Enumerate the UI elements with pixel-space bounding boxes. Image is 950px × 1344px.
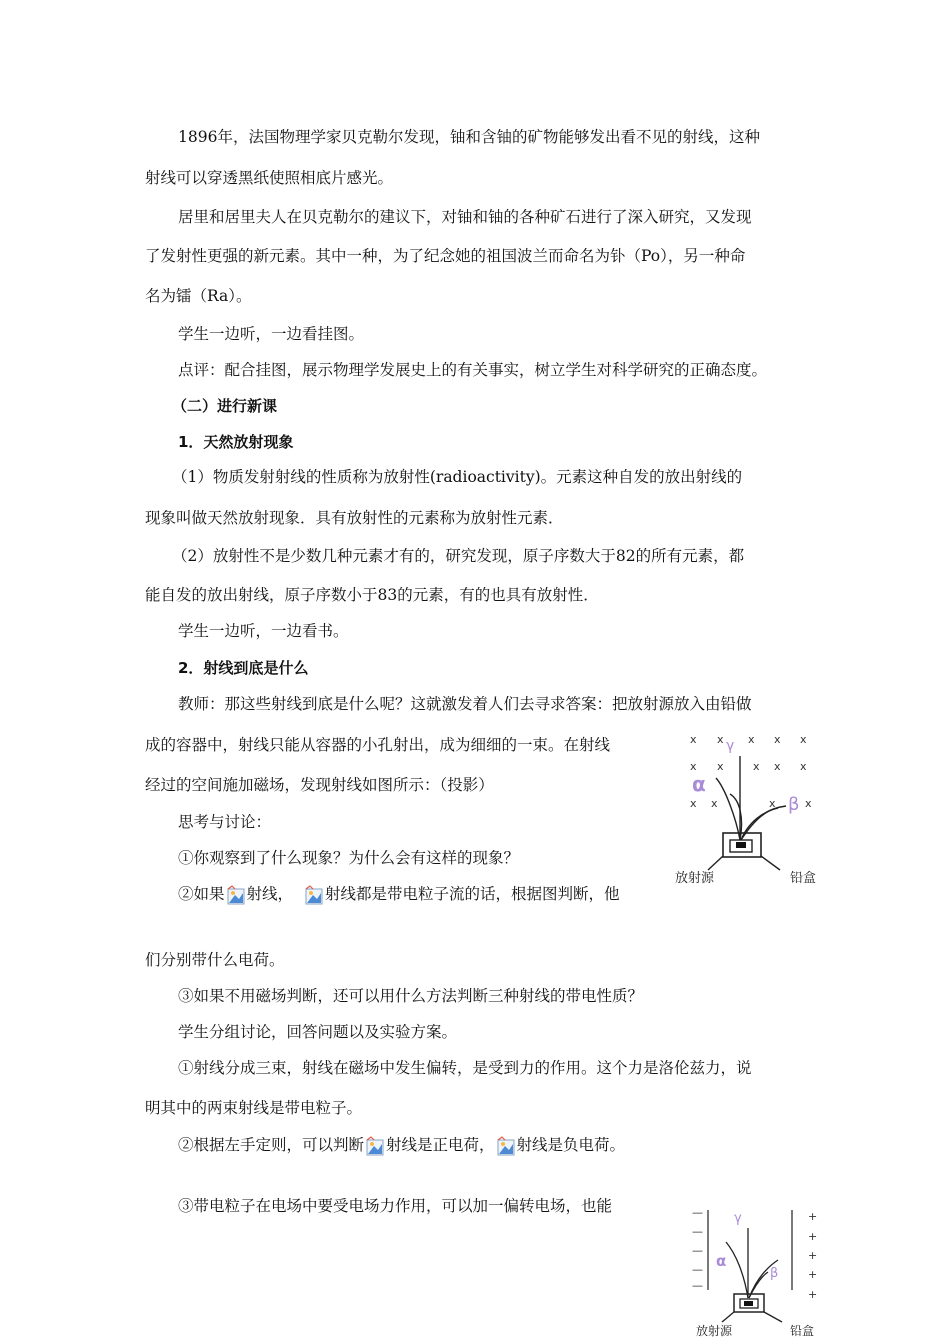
alpha-ray-path <box>726 1242 748 1298</box>
question-3: ③如果不用磁场判断，还可以用什么方法判断三种射线的带电性质？ <box>178 987 644 1005</box>
field-cross: x <box>800 733 807 746</box>
gamma-label: γ <box>734 1211 742 1226</box>
minus-sign: — <box>692 1225 703 1238</box>
para-5-line-1: （1）物质发射射线的性质称为放射性(radioactivity)。元素这种自发的放出射线的 <box>172 468 743 486</box>
plus-sign: + <box>808 1268 818 1281</box>
para-6-line-1: （2）放射性不是少数几种元素才有的，研究发现，原子序数大于82的所有元素，都 <box>172 547 745 565</box>
alpha-label: α <box>692 772 706 796</box>
heading-natural-radioactivity: 1．天然放射现象 <box>178 433 294 451</box>
para-1-line-1: 1896年，法国物理学家贝克勒尔发现，铀和含铀的矿物能够发出看不见的射线，这种 <box>178 128 760 146</box>
plus-sign: + <box>808 1288 818 1301</box>
para-7: 学生一边听，一边看书。 <box>178 622 349 640</box>
answer-2-tail: 射线是负电荷。 <box>516 1136 626 1154</box>
plus-sign: + <box>808 1210 818 1223</box>
box-pointer-line <box>761 856 780 870</box>
lead-box-label: 铅盒 <box>790 1324 815 1338</box>
para-9-discussion: 思考与讨论： <box>178 813 272 831</box>
gamma-label: γ <box>726 738 735 754</box>
field-cross: x <box>769 797 776 810</box>
para-3: 学生一边听，一边看挂图。 <box>178 325 365 343</box>
answer-2 <box>178 1135 625 1156</box>
para-8-line-1: 教师：那这些射线到底是什么呢？这就激发着人们去寻求答案：把放射源放入由铅做 <box>178 695 752 713</box>
source-label: 放射源 <box>675 871 715 886</box>
source-pointer-line <box>722 1312 734 1322</box>
question-2-mid-2: 射线都是带电粒子流的话，根据图判断，他 <box>325 885 620 903</box>
para-8-line-2: 成的容器中，射线只能从容器的小孔射出，成为细细的一束。在射线 <box>145 736 611 754</box>
question-1: ①你观察到了什么现象？为什么会有这样的现象？ <box>178 849 520 867</box>
heading-what-are-rays: 2．射线到底是什么 <box>178 659 309 677</box>
answer-3: ③带电粒子在电场中要受电场力作用，可以加一偏转电场，也能 <box>178 1197 613 1215</box>
minus-sign: — <box>692 1263 703 1276</box>
field-cross: x <box>774 760 781 773</box>
minus-sign: — <box>692 1206 703 1219</box>
field-cross: x <box>717 733 724 746</box>
field-cross: x <box>800 760 807 773</box>
answer-2-pre: ②根据左手定则，可以判断 <box>178 1136 365 1154</box>
broken-image-icon <box>497 1136 515 1156</box>
field-cross: x <box>805 797 812 810</box>
para-2-line-2: 了发射性更强的新元素。其中一种，为了纪念她的祖国波兰而命名为钋（Po），另一种命 <box>145 247 746 265</box>
answer-1-line-1: ①射线分成三束，射线在磁场中发生偏转，是受到力的作用。这个力是洛伦兹力，说 <box>178 1059 752 1077</box>
para-10: 学生分组讨论，回答问题以及实验方案。 <box>178 1023 458 1041</box>
source-label: 放射源 <box>696 1324 733 1338</box>
beta-label: β <box>770 1266 779 1281</box>
minus-sign: — <box>692 1244 703 1257</box>
para-5-line-2: 现象叫做天然放射现象．具有放射性的元素称为放射性元素． <box>145 509 564 527</box>
beta-ray-path <box>741 806 786 840</box>
question-2-tail: 们分别带什么电荷。 <box>145 951 285 969</box>
beta-label: β <box>788 794 800 815</box>
magnetic-field-figure <box>670 728 830 893</box>
para-2-line-3: 名为镭（Ra）。 <box>145 287 252 305</box>
para-6-line-2: 能自发的放出射线，原子序数小于83的元素，有的也具有放射性． <box>145 586 599 604</box>
alpha-ray-path <box>716 778 740 840</box>
lead-box-label: 铅盒 <box>790 871 817 886</box>
question-2-mid-1: 射线， <box>246 885 294 903</box>
para-8-line-3: 经过的空间施加磁场，发现射线如图所示：（投影） <box>145 776 494 794</box>
field-cross: x <box>717 760 724 773</box>
para-2-line-1: 居里和居里夫人在贝克勒尔的建议下，对铀和铀的各种矿石进行了深入研究，又发现 <box>178 208 752 226</box>
field-cross: x <box>690 733 697 746</box>
heading-new-lesson: （二）进行新课 <box>172 397 278 415</box>
ray-path <box>741 808 778 840</box>
field-cross: x <box>711 797 718 810</box>
alpha-label: α <box>716 1252 727 1270</box>
broken-image-icon <box>366 1136 384 1156</box>
question-2 <box>178 884 620 905</box>
field-cross: x <box>690 760 697 773</box>
minus-sign: — <box>692 1279 703 1292</box>
plus-sign: + <box>808 1230 818 1243</box>
answer-1-line-2: 明其中的两束射线是带电粒子。 <box>145 1099 363 1117</box>
answer-2-mid: 射线是正电荷， <box>386 1136 495 1154</box>
field-cross: x <box>690 797 697 810</box>
broken-image-icon <box>227 885 245 905</box>
para-4-comment: 点评：配合挂图，展示物理学发展史上的有关事实，树立学生对科学研究的正确态度。 <box>178 361 768 379</box>
question-2-pre: ②如果 <box>178 885 225 903</box>
broken-image-icon <box>305 885 323 905</box>
field-cross: x <box>753 760 760 773</box>
plus-sign: + <box>808 1249 818 1262</box>
electric-field-figure <box>690 1204 825 1342</box>
field-cross: x <box>748 733 755 746</box>
para-1-line-2: 射线可以穿透黑纸使照相底片感光。 <box>145 169 394 187</box>
source-pointer-line <box>708 856 723 870</box>
field-cross: x <box>774 733 781 746</box>
